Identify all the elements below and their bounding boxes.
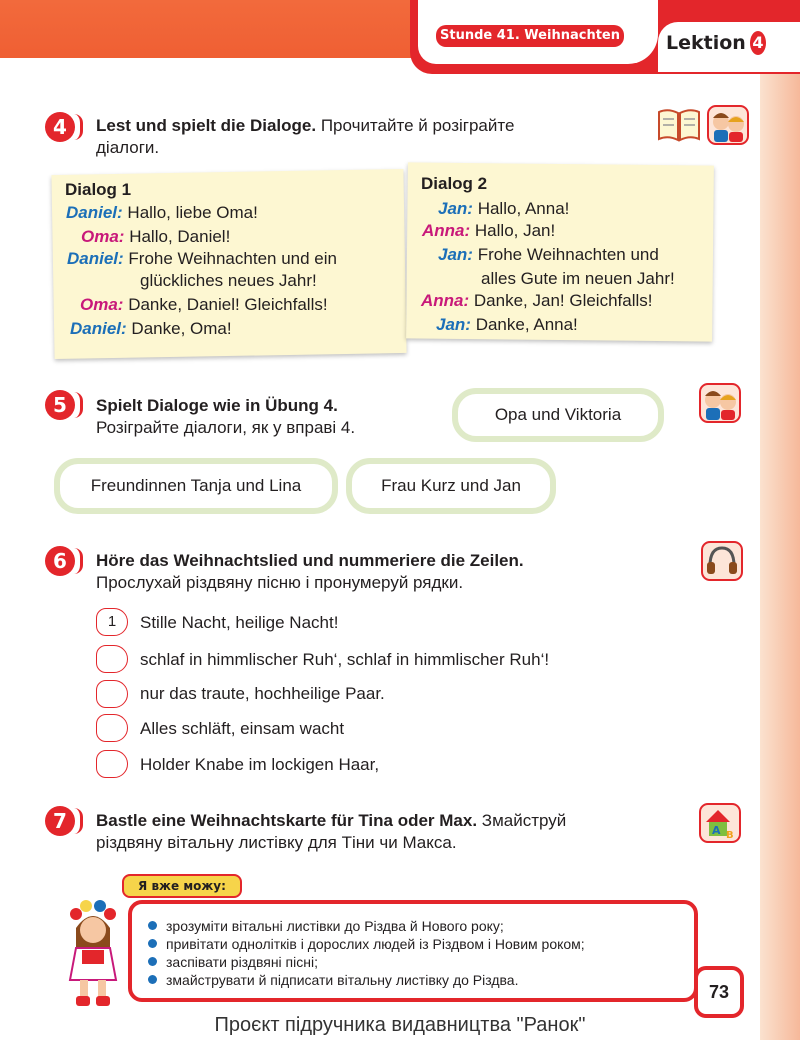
kids-talking-icon <box>706 100 752 146</box>
song-line-5: Holder Knabe im lockigen Haar, <box>140 755 380 774</box>
number-box-5[interactable] <box>96 750 128 778</box>
speaker-name: Anna: <box>422 221 471 240</box>
dialog-text: Hallo, liebe Oma! <box>127 203 258 222</box>
can-do-badge: Я вже можу: <box>122 874 242 898</box>
dialog-2-line-5 <box>421 290 653 312</box>
number-box-2[interactable] <box>96 645 128 673</box>
lesson-title-badge: Stunde 41. Weihnachten <box>436 25 624 47</box>
svg-text:B: B <box>726 830 734 841</box>
exercise-5-task-de: Spielt Dialoge wie in Übung 4. <box>96 396 338 415</box>
headphones-icon <box>700 538 744 582</box>
dialog-1-line-5 <box>80 294 328 316</box>
song-line-2: schlaf in himmlischer Ruh‘, schlaf in himmlischer Ruh‘! <box>140 650 550 669</box>
crafts-house-icon <box>698 798 744 844</box>
role-pill-frau-kurz: Frau Kurz und Jan <box>346 458 556 514</box>
can-do-item-2: привітати однолітків і дорослих людей із Різдвом і Новим роком; <box>146 935 585 953</box>
number-box-4[interactable] <box>96 714 128 742</box>
exercise-7-task-de: Bastle eine Weihnachtskarte für Tina oder Max. <box>96 811 478 830</box>
speaker-name: Daniel: <box>67 249 124 268</box>
exercise-4-number: 4 <box>45 112 75 142</box>
page-number: 73 <box>694 966 744 1018</box>
header-band <box>0 0 430 58</box>
exercise-7-number: 7 <box>45 806 75 836</box>
exercise-4-task <box>96 115 636 159</box>
dialog-text: Hallo, Jan! <box>474 221 556 240</box>
dialog-text: glückliches neues Jahr! <box>140 271 317 290</box>
speaker-name: Anna: <box>421 291 470 310</box>
side-decor-stripe <box>760 74 800 1040</box>
exercise-5-task-ua: Розіграйте діалоги, як у вправі 4. <box>96 418 356 437</box>
role-pill-opa-viktoria: Opa und Viktoria <box>452 388 664 442</box>
dialog-2-line-4 <box>481 268 675 290</box>
dialog-text: Danke, Jan! Gleichfalls! <box>473 291 653 310</box>
can-do-item-3: заспівати різдвяні пісні; <box>146 953 585 971</box>
song-line-4: Alles schläft, einsam wacht <box>140 719 345 738</box>
exercise-4-task-de: Lest und spielt die Dialoge. <box>96 116 317 135</box>
lektion-number: 4 <box>750 31 766 55</box>
exercise-4-task-ua: Прочитайте й розіграйте <box>320 116 515 135</box>
dialog-text: Danke, Anna! <box>475 315 578 334</box>
dialog-text: alles Gute im neuen Jahr! <box>481 269 675 288</box>
exercise-5-task <box>96 395 446 439</box>
can-do-item-4: змайструвати й підписати вітальну листівку до Різдва. <box>146 971 585 989</box>
dialog-2-line-2 <box>422 220 555 242</box>
girl-illustration <box>62 898 124 1010</box>
speaker-name: Jan: <box>438 199 473 218</box>
dialog-1-line-3 <box>67 248 337 270</box>
dialog-1-title: Dialog 1 <box>65 180 132 199</box>
exercise-6-task-ua: Прослухай різдвяну пісню і пронумеруй рядки. <box>96 573 464 592</box>
can-do-item-1: зрозуміти вітальні листівки до Різдва й Нового року; <box>146 917 585 935</box>
exercise-4-task-ua-line2: діалоги. <box>96 138 160 157</box>
dialog-2-line-1 <box>438 198 569 220</box>
song-line-3: nur das traute, hochheilige Paar. <box>140 684 385 703</box>
kids-talking-icon <box>698 378 744 424</box>
can-do-list <box>146 917 585 989</box>
speaker-name: Oma: <box>81 227 125 246</box>
dialog-1-line-6 <box>70 318 232 340</box>
svg-text:A: A <box>712 824 721 837</box>
dialog-2-title: Dialog 2 <box>421 174 488 193</box>
dialog-text: Danke, Oma! <box>131 319 232 338</box>
dialog-1-line-4 <box>140 270 317 292</box>
speaker-name: Jan: <box>438 245 473 264</box>
book-icon <box>656 104 702 144</box>
speaker-name: Daniel: <box>70 319 127 338</box>
exercise-6-number: 6 <box>45 546 75 576</box>
exercise-6-task-de: Höre das Weihnachtslied und nummeriere die Zeilen. <box>96 551 524 570</box>
speaker-name: Oma: <box>80 295 124 314</box>
role-pill-freundinnen: Freundinnen Tanja und Lina <box>54 458 338 514</box>
dialog-text: Hallo, Daniel! <box>129 227 231 246</box>
dialog-text: Hallo, Anna! <box>477 199 570 218</box>
speaker-name: Daniel: <box>66 203 123 222</box>
dialog-text: Danke, Daniel! Gleichfalls! <box>128 295 328 314</box>
speaker-name: Jan: <box>436 315 471 334</box>
exercise-6-task <box>96 550 656 594</box>
dialog-text: Frohe Weihnachten und ein <box>128 249 337 268</box>
dialog-text: Frohe Weihnachten und <box>477 245 659 264</box>
dialog-2-line-3 <box>438 244 659 266</box>
dialog-1-line-1 <box>66 202 258 224</box>
lektion-word: Lektion <box>666 32 746 54</box>
song-line-1: Stille Nacht, heilige Nacht! <box>140 613 339 632</box>
dialog-2-line-6 <box>436 314 578 336</box>
exercise-7-task-ua: Змайструй <box>481 811 567 830</box>
lektion-label <box>666 30 766 56</box>
exercise-7-task <box>96 810 656 854</box>
dialog-1-line-2 <box>81 226 230 248</box>
exercise-7-task-ua-line2: різдвяну вітальну листівку для Тіни чи Макса. <box>96 833 457 852</box>
exercise-5-number: 5 <box>45 390 75 420</box>
number-box-3[interactable] <box>96 680 128 708</box>
number-box-1[interactable]: 1 <box>96 608 128 636</box>
footer-publisher-note: Проєкт підручника видавництва "Ранок" <box>214 1014 586 1036</box>
